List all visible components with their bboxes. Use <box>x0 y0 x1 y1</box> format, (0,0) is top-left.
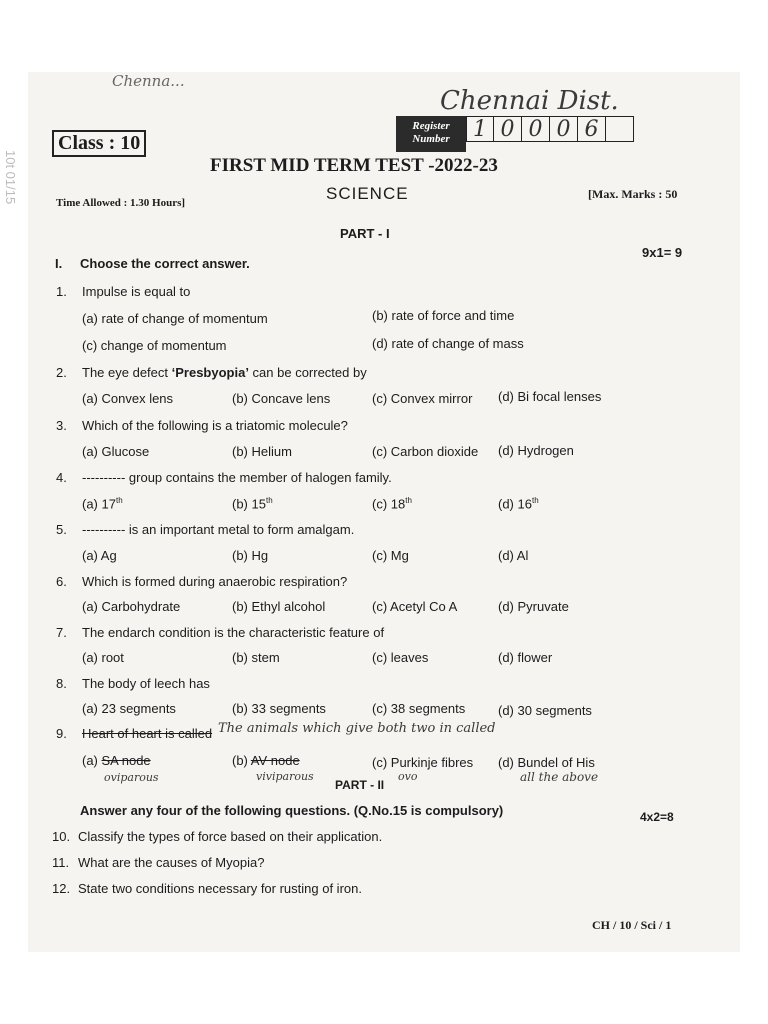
max-marks: [Max. Marks : 50 <box>588 187 678 201</box>
question-number: 7. <box>56 625 67 640</box>
option: (c) Carbon dioxide <box>372 444 479 459</box>
option: (b) stem <box>232 650 280 665</box>
option: (d) Al <box>498 548 529 563</box>
subject-title: SCIENCE <box>326 184 409 203</box>
question-number: 11. <box>52 855 70 870</box>
option: (a) SA node <box>82 753 151 768</box>
option: (d) flower <box>498 650 553 665</box>
part-one-heading: PART - I <box>340 226 390 241</box>
option: (a) Convex lens <box>82 391 174 406</box>
handwritten-answer: viviparous <box>256 770 314 783</box>
question-text: What are the causes of Myopia? <box>78 855 265 870</box>
option: (a) 17th <box>82 496 123 512</box>
question-text: The eye defect ‘Presbyopia’ can be corrected by <box>82 365 367 380</box>
option: (d) Hydrogen <box>498 443 574 458</box>
question-number: 8. <box>56 676 67 691</box>
question-text: Heart of heart is called <box>82 726 213 741</box>
register-digit: 1 <box>466 116 494 142</box>
option: (a) root <box>82 650 124 665</box>
option: (c) change of momentum <box>82 338 227 353</box>
question-number: 3. <box>56 418 67 433</box>
footer-code: CH / 10 / Sci / 1 <box>592 918 672 932</box>
side-code: 10t 01/15 <box>3 150 18 205</box>
register-digit <box>606 116 634 142</box>
handwritten-top-note: Chenna... <box>112 72 185 90</box>
question-text: The endarch condition is the characteristic feature of <box>82 625 385 640</box>
option: (b) rate of force and time <box>372 308 515 323</box>
handwritten-district: Chennai Dist. <box>440 86 619 116</box>
option: (c) Acetyl Co A <box>372 599 458 614</box>
part-two-instruction: Answer any four of the following questions. (Q.No.15 is compulsory) <box>80 803 504 818</box>
question-number: 6. <box>56 574 67 589</box>
question-number: 10. <box>52 829 71 844</box>
section-number: I. <box>55 256 63 271</box>
register-digit: 0 <box>550 116 578 142</box>
handwritten-answer: ovo <box>398 770 418 783</box>
part-one-instruction: Choose the correct answer. <box>80 256 250 271</box>
question-text: State two conditions necessary for rusting of iron. <box>78 881 362 896</box>
option: (b) 33 segments <box>232 701 326 716</box>
question-text: Which is formed during anaerobic respiration? <box>82 574 348 589</box>
option: (a) rate of change of momentum <box>82 311 268 326</box>
handwritten-question-correction: The animals which give both two in called <box>218 721 496 736</box>
question-number: 4. <box>56 470 67 485</box>
option: (d) rate of change of mass <box>372 336 524 351</box>
question-text: Which of the following is a triatomic molecule? <box>82 418 348 433</box>
question-text: ---------- group contains the member of halogen family. <box>82 470 392 485</box>
class-label: Class : 10 <box>52 130 146 157</box>
register-digit: 0 <box>522 116 550 142</box>
option: (a) 23 segments <box>82 701 176 716</box>
part-two-heading: PART - II <box>335 778 385 792</box>
question-number: 1. <box>56 284 67 299</box>
handwritten-answer: oviparous <box>104 771 159 784</box>
option: (d) Pyruvate <box>498 599 569 614</box>
handwritten-answer: all the above <box>520 770 599 784</box>
option: (d) 30 segments <box>498 703 592 718</box>
part-two-marks: 4x2=8 <box>640 810 674 824</box>
exam-title: FIRST MID TERM TEST -2022-23 <box>210 155 498 176</box>
register-number-label: Register Number <box>396 116 466 152</box>
option: (b) Concave lens <box>232 391 331 406</box>
option: (d) Bi focal lenses <box>498 389 602 404</box>
option: (c) Convex mirror <box>372 391 473 406</box>
option: (c) 38 segments <box>372 701 466 716</box>
question-text: Classify the types of force based on their application. <box>78 829 383 844</box>
question-number: 9. <box>56 726 67 741</box>
option: (b) Helium <box>232 444 292 459</box>
option: (b) Ethyl alcohol <box>232 599 326 614</box>
option: (a) Carbohydrate <box>82 599 181 614</box>
question-number: 2. <box>56 365 67 380</box>
option: (d) Bundel of His <box>498 755 595 770</box>
question-text: Impulse is equal to <box>82 284 191 299</box>
option: (c) 18th <box>372 496 412 512</box>
register-number-box <box>396 116 692 152</box>
question-text: The body of leech has <box>82 676 210 691</box>
time-allowed: Time Allowed : 1.30 Hours] <box>56 197 186 209</box>
option: (c) Purkinje fibres <box>372 755 474 770</box>
register-digit: 6 <box>578 116 606 142</box>
question-number: 5. <box>56 522 67 537</box>
question-number: 12. <box>52 881 71 896</box>
option: (b) 15th <box>232 496 273 512</box>
register-digit: 0 <box>494 116 522 142</box>
option: (c) Mg <box>372 548 409 563</box>
option: (c) leaves <box>372 650 429 665</box>
option: (d) 16th <box>498 496 539 512</box>
option: (b) AV node <box>232 753 300 768</box>
option: (a) Glucose <box>82 444 150 459</box>
part-one-marks: 9x1= 9 <box>642 245 683 260</box>
question-text: ---------- is an important metal to form amalgam. <box>82 522 355 537</box>
option: (a) Ag <box>82 548 117 563</box>
option: (b) Hg <box>232 548 269 563</box>
